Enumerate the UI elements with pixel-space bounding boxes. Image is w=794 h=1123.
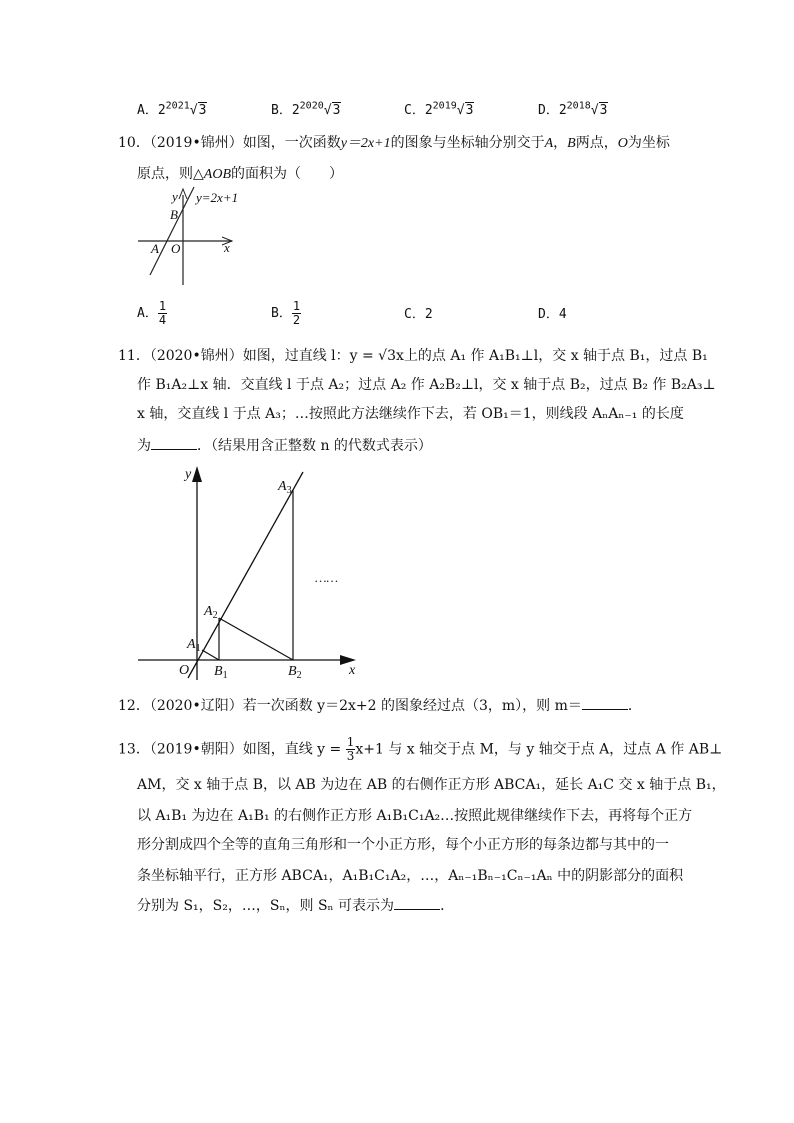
sqrt-icon: √3 <box>189 103 207 118</box>
q11-line-3: x 轴，交直线 l 于点 A₃；…按照此方法继续作下去，若 OB₁＝1，则线段 AₙAₙ₋₁ 的长度 <box>137 406 684 422</box>
svg-text:y=2x+1: y=2x+1 <box>196 190 239 205</box>
q13-line-1: 13．（2019•朝阳）如图，直线 y = $\frac{1}{3}$ x+1 与 x 轴交于点 M，与 y 轴交于点 A，过点 A 作 AB⊥ <box>118 735 723 763</box>
svg-text:A3: $A_3$ <box>278 479 292 496</box>
sqrt-icon: √3 <box>456 103 474 118</box>
sqrt-icon: √3 <box>590 103 608 118</box>
fraction: $\frac{1}{4}$ <box>158 299 167 327</box>
svg-text:B2: $B_2$ <box>288 664 302 681</box>
svg-text:O: O <box>171 241 181 256</box>
svg-text:y: y <box>172 189 178 204</box>
q13-line-2: AM，交 x 轴于点 B，以 AB 为边在 AB 的右侧作正方形 ABCA₁，延长 A₁C 交 x 轴于点 B₁， <box>137 777 726 793</box>
answer-blank[interactable] <box>394 895 440 910</box>
q10-option-b[interactable]: B． $\frac{1}{2}$ <box>271 299 301 327</box>
fraction: $\frac{1}{3}$ <box>346 735 355 763</box>
q10-line-1: 10．（2019•锦州）如图，一次函数y＝2x+1的图象与坐标轴分别交于A，B两点，O为坐标 <box>118 135 670 151</box>
q13-line-3: 以 A₁B₁ 为边在 A₁B₁ 的右侧作正方形 A₁B₁C₁A₂…按照此规律继续作下去，再将每个正方 <box>137 808 693 824</box>
svg-text:B: B <box>170 207 178 222</box>
svg-text:y: y <box>185 467 192 482</box>
q13-line-6: 分别为 S₁，S₂，…，Sₙ，则 Sₙ 可表示为 ． <box>137 895 454 916</box>
svg-text:A1: $A_1$ <box>187 637 201 654</box>
ellipsis: …… <box>315 570 339 585</box>
segment-a2b2 <box>219 618 293 660</box>
q9-option-b[interactable]: B．$2^{2020}√3$ <box>271 101 341 121</box>
q13-line-4: 形分割成四个全等的直角三角形和一个小正方形，每个小正方形的每条边都与其中的一 <box>137 837 669 853</box>
fraction: $\frac{1}{2}$ <box>292 299 301 327</box>
sqrt-icon: √3 <box>323 103 341 118</box>
svg-text:O: O <box>179 663 190 678</box>
q11-line-4: 为 ．（结果用含正整数 n 的代数式表示） <box>137 435 432 456</box>
q10-figure <box>130 185 260 295</box>
q11-line-2: 作 B₁A₂⊥x 轴．交直线 l 于点 A₂；过点 A₂ 作 A₂B₂⊥l，交 x 轴于点 B₂，过点 B₂ 作 B₂A₃⊥ <box>137 377 716 393</box>
svg-text:x: x <box>224 240 230 255</box>
answer-blank[interactable] <box>151 435 197 450</box>
q10-option-a[interactable]: A． $\frac{1}{4}$ <box>137 299 167 327</box>
answer-blank[interactable] <box>582 695 628 710</box>
svg-text:A: A <box>151 241 159 256</box>
q13-line-5: 条坐标轴平行，正方形 ABCA₁，A₁B₁C₁A₂，…，Aₙ₋₁Bₙ₋₁Cₙ₋₁Aₙ 中的阴影部分的面积 <box>137 868 684 884</box>
q10-line-2: 原点，则△AOB的面积为（ ） <box>137 166 343 182</box>
y-axis-arrow-icon <box>192 466 202 482</box>
q11-line-1: 11．（2020•锦州）如图，过直线 l：y = √3x上的点 A₁ 作 A₁B₁⊥l，交 x 轴于点 B₁，过点 B₁ <box>118 348 708 364</box>
segment-a1b1 <box>202 650 219 660</box>
q9-option-c[interactable]: C．$2^{2019}√3$ <box>404 101 474 121</box>
svg-text:A2: $A_2$ <box>204 604 218 621</box>
svg-text:B1: $B_1$ <box>214 664 228 681</box>
q10-option-d[interactable]: D．4 <box>538 307 567 322</box>
svg-text:x: x <box>349 663 356 678</box>
line-l <box>188 472 303 678</box>
q11-figure <box>130 460 370 685</box>
q9-option-d[interactable]: D．$2^{2018}√3$ <box>538 101 608 121</box>
q12-line: 12．（2020•辽阳）若一次函数 y＝2x+2 的图象经过点（3，m），则 m＝ ． <box>118 695 642 716</box>
q10-option-c[interactable]: C．2 <box>404 307 433 322</box>
q9-option-a[interactable]: A．$2^{2021}√3$ <box>137 101 207 121</box>
